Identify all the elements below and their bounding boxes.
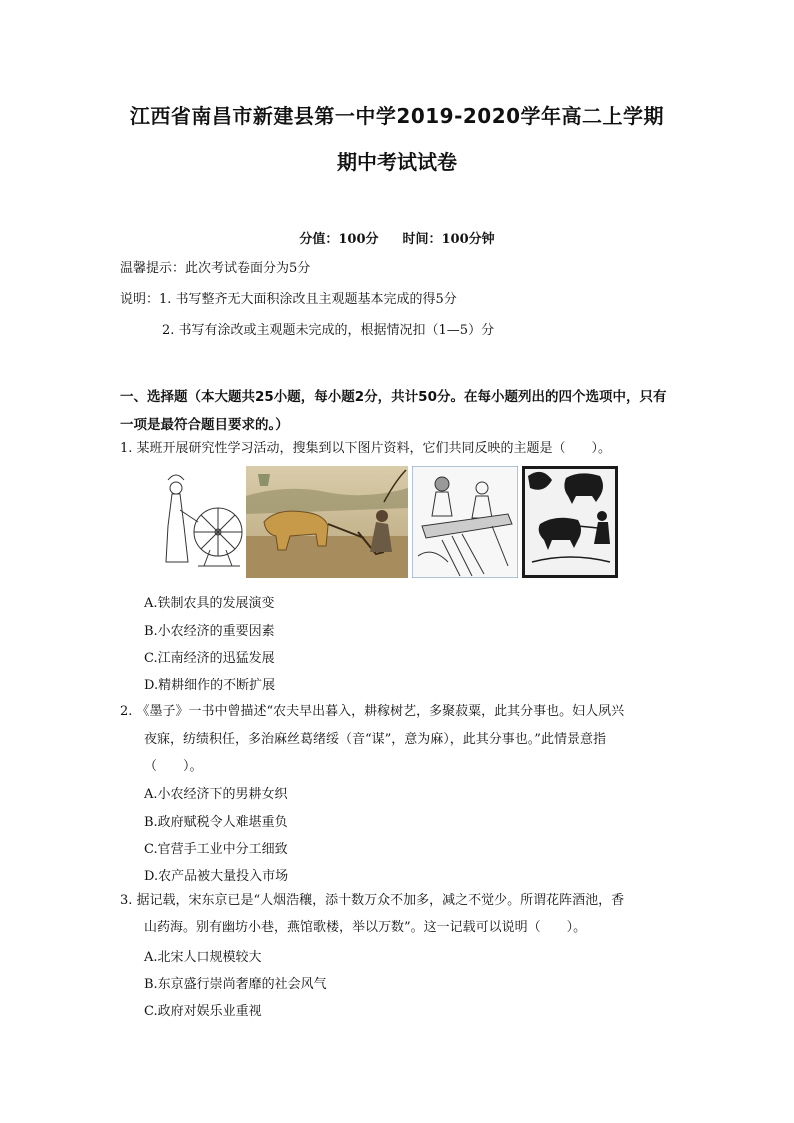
ox-ploughing-painting [246, 466, 408, 578]
question-2-option-c: C.官营手工业中分工细致 [144, 842, 288, 857]
question-1-option-d: D.精耕细作的不断扩展 [144, 678, 276, 693]
question-3-option-a: A.北宋人口规模较大 [144, 950, 262, 965]
question-2-text-line3: （ ）。 [144, 759, 203, 774]
question-2-option-b: B.政府赋税令人难堪重负 [144, 815, 288, 830]
tip-line: 温馨提示：此次考试卷面分为5分 [120, 261, 311, 276]
exam-title-line1: 江西省南昌市新建县第一中学2019-2020学年高二上学期 [129, 104, 665, 128]
labour-scene-illustration [412, 466, 518, 578]
question-2-text-line1: 2. 《墨子》一书中曾描述“农夫早出暮入，耕稼树艺，多聚菽粟，此其分事也。妇人夙兴 [120, 704, 625, 719]
exam-title-line2: 期中考试试卷 [337, 150, 457, 174]
spinning-wheel-illustration [158, 466, 244, 578]
question-1-images [158, 466, 618, 578]
score-time-line [0, 228, 794, 247]
question-3-option-c: C.政府对娱乐业重视 [144, 1004, 262, 1019]
question-1-option-c: C.江南经济的迅猛发展 [144, 651, 275, 666]
question-2-text-line2: 夜寐，纺绩积任，多治麻丝葛绪绥（音“谋”，意为麻），此其分事也。”此情景意指 [144, 732, 606, 747]
question-3-option-b: B.东京盛行崇尚奢靡的社会风气 [144, 977, 327, 992]
question-3-text-line2: 山药海。别有幽坊小巷，燕馆歌楼，举以万数”。这一记载可以说明（ ）。 [144, 920, 587, 935]
question-2-option-a: A.小农经济下的男耕女织 [144, 787, 288, 802]
explain-line-2: 2. 书写有涂改或主观题未完成的，根据情况扣（1—5）分 [162, 323, 495, 338]
section-heading-line2: 一项是最符合题目要求的。） [120, 417, 289, 433]
question-1-option-b: B.小农经济的重要因素 [144, 624, 275, 639]
oxen-woodcut-illustration [522, 466, 618, 578]
question-1-text: 1. 某班开展研究性学习活动，搜集到以下图片资料，它们共同反映的主题是（ ）。 [120, 441, 612, 456]
section-heading-line1: 一、选择题（本大题共25小题，每小题2分，共计50分。在每小题列出的四个选项中，只有 [120, 389, 667, 405]
question-1-option-a: A.铁制农具的发展演变 [144, 596, 275, 611]
score-value: 分值：100分 [299, 232, 379, 247]
question-2-option-d: D.农产品被大量投入市场 [144, 869, 289, 884]
time-value: 时间：100分钟 [402, 232, 495, 247]
question-3-text-line1: 3. 据记载，宋东京已是“人烟浩穰，添十数万众不加多，减之不觉少。所谓花阵酒池，香 [120, 893, 625, 908]
explain-line-1: 说明：1. 书写整齐无大面积涂改且主观题基本完成的得5分 [120, 292, 457, 307]
